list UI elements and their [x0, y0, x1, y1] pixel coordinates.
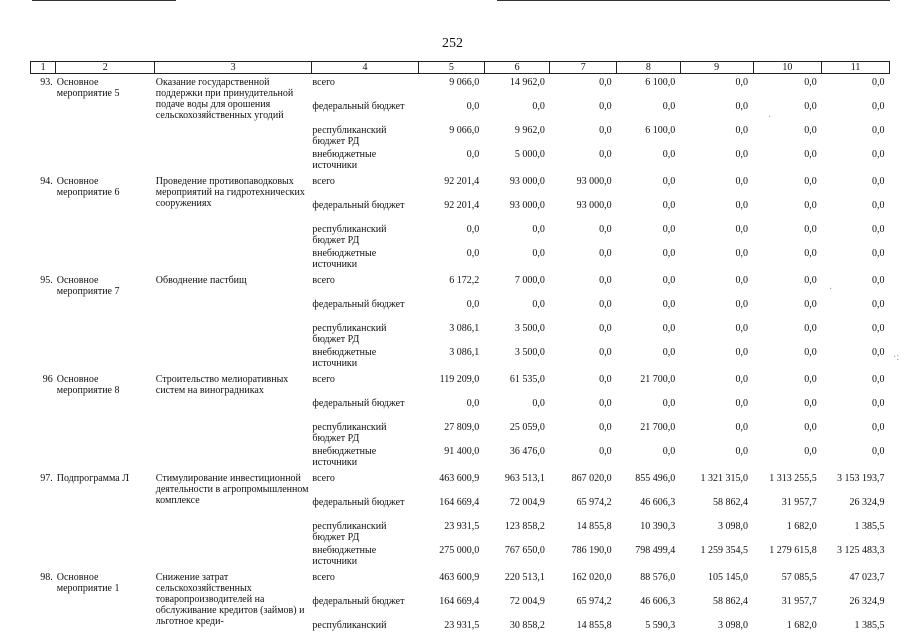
- table-row: [31, 470, 890, 497]
- amount-cell: 21 700,0: [617, 371, 681, 398]
- amount-cell: 3 153 193,7: [822, 470, 890, 497]
- column-header: 11: [822, 62, 890, 74]
- event-description: Проведение противопаводковых мероприятий на гидротехнических сооружениях: [155, 173, 312, 272]
- amount-cell: 0,0: [680, 101, 753, 125]
- amount-cell: 0,0: [822, 224, 890, 248]
- amount-cell: 0,0: [484, 299, 550, 323]
- amount-cell: 7 000,0: [484, 272, 550, 299]
- row-number: 96: [31, 371, 56, 470]
- funding-source: республиканский бюджет РД: [311, 323, 418, 347]
- row-number: 93.: [31, 74, 56, 174]
- amount-cell: 0,0: [484, 398, 550, 422]
- amount-cell: 27 809,0: [419, 422, 485, 446]
- amount-cell: 0,0: [617, 272, 681, 299]
- amount-cell: 91 400,0: [419, 446, 485, 470]
- amount-cell: 93 000,0: [484, 173, 550, 200]
- amount-cell: 0,0: [419, 398, 485, 422]
- funding-source: внебюджетные источники: [311, 545, 418, 569]
- amount-cell: 0,0: [617, 299, 681, 323]
- amount-cell: 0,0: [822, 299, 890, 323]
- amount-cell: 162 020,0: [550, 569, 617, 596]
- amount-cell: 0,0: [822, 398, 890, 422]
- column-header: 9: [680, 62, 753, 74]
- funding-source: внебюджетные источники: [311, 347, 418, 371]
- amount-cell: 0,0: [680, 299, 753, 323]
- amount-cell: 0,0: [617, 446, 681, 470]
- funding-source: республиканский бюджет РД: [311, 422, 418, 446]
- amount-cell: 963 513,1: [484, 470, 550, 497]
- amount-cell: 0,0: [822, 446, 890, 470]
- amount-cell: 0,0: [617, 200, 681, 224]
- amount-cell: 0,0: [419, 224, 485, 248]
- amount-cell: 14 855,8: [550, 521, 617, 545]
- funding-source: республиканский: [311, 620, 418, 644]
- amount-cell: 0,0: [753, 248, 822, 272]
- amount-cell: 798 499,4: [617, 545, 681, 569]
- amount-cell: 30 858,2: [484, 620, 550, 644]
- amount-cell: 0,0: [753, 149, 822, 173]
- amount-cell: 46 606,3: [617, 497, 681, 521]
- column-header: 4: [311, 62, 418, 74]
- amount-cell: 3 086,1: [419, 347, 485, 371]
- amount-cell: 164 669,4: [419, 596, 485, 620]
- row-number: 95.: [31, 272, 56, 371]
- amount-cell: 0,0: [550, 149, 617, 173]
- amount-cell: 0,0: [822, 149, 890, 173]
- amount-cell: 0,0: [484, 248, 550, 272]
- event-name: Основное мероприятие 1: [56, 569, 155, 644]
- amount-cell: 0,0: [419, 101, 485, 125]
- column-header: 5: [419, 62, 485, 74]
- amount-cell: 0,0: [822, 371, 890, 398]
- amount-cell: 0,0: [419, 149, 485, 173]
- amount-cell: 31 957,7: [753, 497, 822, 521]
- amount-cell: 3 098,0: [680, 521, 753, 545]
- column-header: 10: [753, 62, 822, 74]
- funding-source: федеральный бюджет: [311, 497, 418, 521]
- amount-cell: 72 004,9: [484, 596, 550, 620]
- amount-cell: 31 957,7: [753, 596, 822, 620]
- amount-cell: 0,0: [680, 323, 753, 347]
- amount-cell: 0,0: [550, 74, 617, 102]
- amount-cell: 0,0: [419, 299, 485, 323]
- column-header: 7: [550, 62, 617, 74]
- amount-cell: 0,0: [680, 248, 753, 272]
- event-description: Стимулирование инвестиционной деятельности в агропромышленном комплексе: [155, 470, 312, 569]
- table-row: [31, 272, 890, 299]
- funding-source: всего: [311, 371, 418, 398]
- funding-source: республиканский бюджет РД: [311, 224, 418, 248]
- amount-cell: 23 931,5: [419, 620, 485, 644]
- funding-source: всего: [311, 272, 418, 299]
- amount-cell: 0,0: [680, 200, 753, 224]
- funding-source: всего: [311, 569, 418, 596]
- column-header: 2: [56, 62, 155, 74]
- amount-cell: 6 100,0: [617, 125, 681, 149]
- amount-cell: 3 125 483,3: [822, 545, 890, 569]
- amount-cell: 0,0: [680, 371, 753, 398]
- amount-cell: 0,0: [550, 347, 617, 371]
- amount-cell: 0,0: [550, 299, 617, 323]
- amount-cell: 14 962,0: [484, 74, 550, 102]
- event-description: Обводнение пастбищ: [155, 272, 312, 371]
- amount-cell: 855 496,0: [617, 470, 681, 497]
- amount-cell: 47 023,7: [822, 569, 890, 596]
- amount-cell: 3 500,0: [484, 323, 550, 347]
- amount-cell: 767 650,0: [484, 545, 550, 569]
- amount-cell: 1 682,0: [753, 521, 822, 545]
- amount-cell: 25 059,0: [484, 422, 550, 446]
- funding-source: федеральный бюджет: [311, 200, 418, 224]
- amount-cell: 92 201,4: [419, 173, 485, 200]
- amount-cell: 0,0: [822, 248, 890, 272]
- amount-cell: 0,0: [753, 200, 822, 224]
- amount-cell: 0,0: [753, 299, 822, 323]
- amount-cell: 0,0: [550, 272, 617, 299]
- amount-cell: 36 476,0: [484, 446, 550, 470]
- column-header: 1: [31, 62, 56, 74]
- column-header: 3: [155, 62, 312, 74]
- amount-cell: 275 000,0: [419, 545, 485, 569]
- amount-cell: 220 513,1: [484, 569, 550, 596]
- amount-cell: 1 385,5: [822, 620, 890, 644]
- amount-cell: 58 862,4: [680, 497, 753, 521]
- funding-source: федеральный бюджет: [311, 398, 418, 422]
- amount-cell: 0,0: [680, 173, 753, 200]
- amount-cell: 0,0: [680, 422, 753, 446]
- amount-cell: 0,0: [617, 398, 681, 422]
- scan-speck: ·:: [893, 352, 899, 363]
- amount-cell: 0,0: [617, 101, 681, 125]
- amount-cell: 1 682,0: [753, 620, 822, 644]
- amount-cell: 0,0: [550, 101, 617, 125]
- funding-source: внебюджетные источники: [311, 248, 418, 272]
- amount-cell: 0,0: [550, 125, 617, 149]
- amount-cell: 5 590,3: [617, 620, 681, 644]
- table-row: [31, 371, 890, 398]
- row-number: 98.: [31, 569, 56, 644]
- event-name: Основное мероприятие 5: [56, 74, 155, 174]
- amount-cell: 6 100,0: [617, 74, 681, 102]
- amount-cell: 0,0: [550, 371, 617, 398]
- amount-cell: 0,0: [680, 446, 753, 470]
- amount-cell: 0,0: [550, 224, 617, 248]
- funding-source: республиканский бюджет РД: [311, 521, 418, 545]
- amount-cell: 0,0: [680, 125, 753, 149]
- amount-cell: 0,0: [680, 398, 753, 422]
- amount-cell: 9 962,0: [484, 125, 550, 149]
- amount-cell: 0,0: [550, 323, 617, 347]
- amount-cell: 93 000,0: [484, 200, 550, 224]
- amount-cell: 26 324,9: [822, 596, 890, 620]
- amount-cell: 119 209,0: [419, 371, 485, 398]
- amount-cell: 88 576,0: [617, 569, 681, 596]
- page-number: 252: [0, 36, 905, 52]
- amount-cell: 72 004,9: [484, 497, 550, 521]
- table-body: [31, 74, 890, 644]
- amount-cell: 0,0: [822, 347, 890, 371]
- funding-source: федеральный бюджет: [311, 596, 418, 620]
- table-row: [31, 569, 890, 596]
- amount-cell: 46 606,3: [617, 596, 681, 620]
- amount-cell: 0,0: [822, 200, 890, 224]
- amount-cell: 0,0: [753, 323, 822, 347]
- amount-cell: 0,0: [550, 422, 617, 446]
- amount-cell: 0,0: [419, 248, 485, 272]
- top-rule-right: [497, 0, 890, 1]
- amount-cell: 14 855,8: [550, 620, 617, 644]
- amount-cell: 0,0: [753, 224, 822, 248]
- amount-cell: 0,0: [484, 101, 550, 125]
- event-name: Основное мероприятие 7: [56, 272, 155, 371]
- amount-cell: 105 145,0: [680, 569, 753, 596]
- amount-cell: 0,0: [753, 347, 822, 371]
- amount-cell: 93 000,0: [550, 173, 617, 200]
- amount-cell: 10 390,3: [617, 521, 681, 545]
- amount-cell: 0,0: [822, 272, 890, 299]
- amount-cell: 0,0: [617, 149, 681, 173]
- amount-cell: 3 086,1: [419, 323, 485, 347]
- amount-cell: 1 321 315,0: [680, 470, 753, 497]
- amount-cell: 61 535,0: [484, 371, 550, 398]
- amount-cell: 1 385,5: [822, 521, 890, 545]
- amount-cell: 23 931,5: [419, 521, 485, 545]
- amount-cell: 0,0: [753, 272, 822, 299]
- row-number: 94.: [31, 173, 56, 272]
- amount-cell: 1 279 615,8: [753, 545, 822, 569]
- funding-source: всего: [311, 470, 418, 497]
- amount-cell: 463 600,9: [419, 569, 485, 596]
- top-rule-left: [32, 0, 176, 1]
- funding-source: внебюджетные источники: [311, 149, 418, 173]
- funding-source: федеральный бюджет: [311, 299, 418, 323]
- amount-cell: 463 600,9: [419, 470, 485, 497]
- amount-cell: 0,0: [484, 224, 550, 248]
- column-header: 6: [484, 62, 550, 74]
- amount-cell: 0,0: [680, 149, 753, 173]
- column-header: 8: [617, 62, 681, 74]
- scan-speck: ·: [768, 112, 771, 123]
- column-number-row: [31, 62, 890, 74]
- amount-cell: 0,0: [822, 422, 890, 446]
- amount-cell: 0,0: [753, 422, 822, 446]
- amount-cell: 0,0: [680, 272, 753, 299]
- amount-cell: 0,0: [680, 347, 753, 371]
- amount-cell: 21 700,0: [617, 422, 681, 446]
- funding-source: внебюджетные источники: [311, 446, 418, 470]
- amount-cell: 123 858,2: [484, 521, 550, 545]
- amount-cell: 58 862,4: [680, 596, 753, 620]
- amount-cell: 0,0: [550, 248, 617, 272]
- amount-cell: 164 669,4: [419, 497, 485, 521]
- event-name: Подпрограмма Л: [56, 470, 155, 569]
- amount-cell: 0,0: [753, 74, 822, 102]
- event-description: Снижение затрат сельскохозяйственных товаропроизводителей на обслуживание кредитов (займов) и льготное креди-: [155, 569, 312, 644]
- amount-cell: 0,0: [617, 224, 681, 248]
- amount-cell: 26 324,9: [822, 497, 890, 521]
- amount-cell: 1 259 354,5: [680, 545, 753, 569]
- amount-cell: 0,0: [822, 101, 890, 125]
- amount-cell: 0,0: [822, 74, 890, 102]
- amount-cell: 0,0: [753, 101, 822, 125]
- amount-cell: 0,0: [753, 446, 822, 470]
- amount-cell: 786 190,0: [550, 545, 617, 569]
- row-number: 97.: [31, 470, 56, 569]
- funding-source: федеральный бюджет: [311, 101, 418, 125]
- amount-cell: 5 000,0: [484, 149, 550, 173]
- amount-cell: 0,0: [617, 347, 681, 371]
- amount-cell: 0,0: [680, 224, 753, 248]
- amount-cell: 6 172,2: [419, 272, 485, 299]
- amount-cell: 0,0: [680, 74, 753, 102]
- funding-source: республиканский бюджет РД: [311, 125, 418, 149]
- amount-cell: 93 000,0: [550, 200, 617, 224]
- amount-cell: 867 020,0: [550, 470, 617, 497]
- amount-cell: 1 313 255,5: [753, 470, 822, 497]
- event-name: Основное мероприятие 6: [56, 173, 155, 272]
- event-description: Оказание государственной поддержки при принудительной подаче воды для орошения сельскохозяйственных угодий: [155, 74, 312, 174]
- amount-cell: 65 974,2: [550, 497, 617, 521]
- amount-cell: 0,0: [617, 173, 681, 200]
- amount-cell: 0,0: [550, 398, 617, 422]
- amount-cell: 0,0: [753, 371, 822, 398]
- table-row: [31, 74, 890, 102]
- amount-cell: 3 098,0: [680, 620, 753, 644]
- amount-cell: 92 201,4: [419, 200, 485, 224]
- amount-cell: 0,0: [550, 446, 617, 470]
- amount-cell: 0,0: [753, 173, 822, 200]
- amount-cell: 0,0: [617, 323, 681, 347]
- scan-speck: ·: [829, 284, 832, 295]
- amount-cell: 0,0: [822, 173, 890, 200]
- budget-table: [30, 61, 890, 644]
- table-row: [31, 173, 890, 200]
- amount-cell: 9 066,0: [419, 74, 485, 102]
- funding-source: всего: [311, 173, 418, 200]
- amount-cell: 0,0: [753, 398, 822, 422]
- amount-cell: 9 066,0: [419, 125, 485, 149]
- amount-cell: 0,0: [753, 125, 822, 149]
- amount-cell: 0,0: [822, 125, 890, 149]
- amount-cell: 3 500,0: [484, 347, 550, 371]
- amount-cell: 0,0: [617, 248, 681, 272]
- event-name: Основное мероприятие 8: [56, 371, 155, 470]
- funding-source: всего: [311, 74, 418, 102]
- amount-cell: 57 085,5: [753, 569, 822, 596]
- event-description: Строительство мелиоративных систем на виноградниках: [155, 371, 312, 470]
- amount-cell: 65 974,2: [550, 596, 617, 620]
- amount-cell: 0,0: [822, 323, 890, 347]
